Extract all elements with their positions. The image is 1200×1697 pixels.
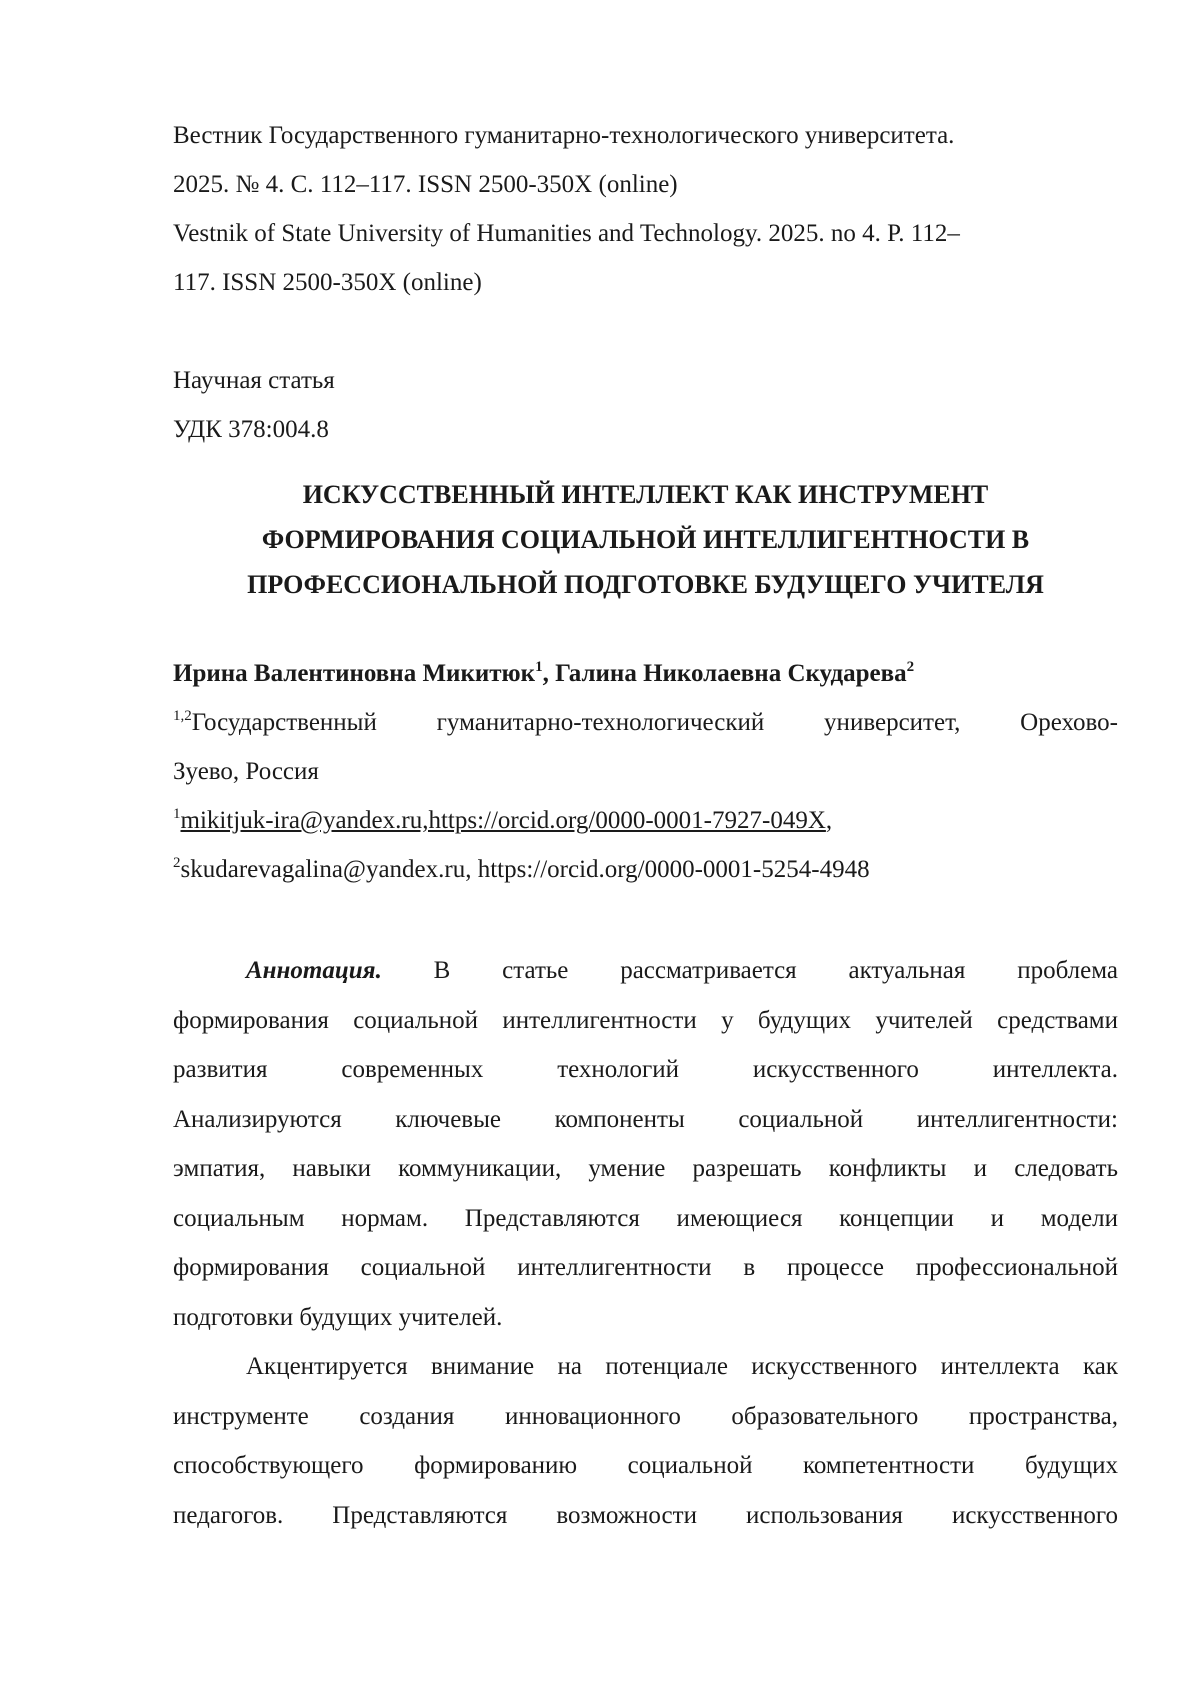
journal-header-line: 117. ISSN 2500-350X (online) xyxy=(173,269,482,296)
contacts xyxy=(173,796,1118,894)
annotation-label: Аннотация. xyxy=(246,957,382,984)
spacer xyxy=(173,307,1118,356)
paragraph-line: способствующего формированию социальной компетентности будущих xyxy=(173,1452,1118,1479)
contact-mark: 1 xyxy=(173,806,181,822)
affiliation-mark: 1,2 xyxy=(173,708,192,724)
journal-header-line: Vestnik of State University of Humanities and Technology. 2025. no 4. P. 112– xyxy=(173,220,960,247)
article-title xyxy=(173,472,1118,607)
annotation-line: подготовки будущих учителей. xyxy=(173,1303,503,1331)
annotation-line: развития современных технологий искусственного интеллекта. xyxy=(173,1056,1118,1083)
author-footnote-mark: 1 xyxy=(535,659,543,675)
paragraph-line: инструменте создания инновационного образовательного пространства, xyxy=(173,1402,1118,1430)
affiliation-line: Зуево, Россия xyxy=(173,758,319,785)
title-line: ИСКУССТВЕННЫЙ ИНТЕЛЛЕКТ КАК ИНСТРУМЕНТ xyxy=(302,480,989,509)
annotation-line: формирования социальной интеллигентности в процессе профессиональной xyxy=(173,1254,1118,1281)
contact-line xyxy=(173,845,1118,894)
udc-code: УДК 378:004.8 xyxy=(173,416,329,443)
journal-header-line: Вестник Государственного гуманитарно-технологического университета. xyxy=(173,122,955,149)
annotation-line: социальным нормам. Представляются имеющиеся концепции и модели xyxy=(173,1204,1118,1232)
title-line: ФОРМИРОВАНИЯ СОЦИАЛЬНОЙ ИНТЕЛЛИГЕНТНОСТИ В xyxy=(261,525,1030,554)
annotation-line: формирования социальной интеллигентности у будущих учителей средствами xyxy=(173,1006,1118,1034)
contact-mark: 2 xyxy=(173,855,181,871)
annotation-line: Аннотация. В статье рассматривается актуальная проблема xyxy=(246,957,1118,984)
affiliation xyxy=(173,698,1118,796)
journal-header xyxy=(173,111,1118,307)
affiliation-line: $^{1,2}$Государственный гуманитарно-технологический университет, Орехово- xyxy=(173,708,1118,736)
author-footnote-mark: 2 xyxy=(906,659,915,675)
contact-text-author2: skudarevagalina@yandex.ru, https://orcid.org/0000-0001-5254-4948 xyxy=(180,856,870,883)
annotation-paragraph xyxy=(173,946,1118,1342)
article-type: Научная статья xyxy=(173,367,335,394)
body-paragraph xyxy=(173,1342,1118,1540)
annotation-line: Анализируются ключевые компоненты социальной интеллигентности: xyxy=(173,1105,1118,1133)
author-separator: , xyxy=(542,660,556,687)
annotation-line: эмпатия, навыки коммуникации, умение разрешать конфликты и следовать xyxy=(173,1155,1118,1182)
article-page xyxy=(173,111,1118,1540)
journal-header-line: 2025. № 4. С. 112–117. ISSN 2500-350X (online) xyxy=(173,171,678,198)
paragraph-line: педагогов. Представляются возможности использования искусственного xyxy=(173,1501,1118,1529)
author-name: Ирина Валентиновна Микитюк xyxy=(173,660,536,687)
authors-line xyxy=(173,649,1118,698)
title-line: ПРОФЕССИОНАЛЬНОЙ ПОДГОТОВКЕ БУДУЩЕГО УЧИТЕЛЯ xyxy=(247,570,1044,599)
paragraph-line: Акцентируется внимание на потенциале искусственного интеллекта как xyxy=(246,1353,1118,1380)
article-meta xyxy=(173,356,1118,454)
author-name: Галина Николаевна Скударева xyxy=(555,660,907,687)
contact-link-author1[interactable]: mikitjuk-ira@yandex.ru,https://orcid.org/0000-0001-7927-049X xyxy=(180,807,826,834)
contact-line: $^1$mikitjuk-ira@yandex.ru,https://orcid.org/0000-0001-7927-049X, xyxy=(173,806,833,834)
